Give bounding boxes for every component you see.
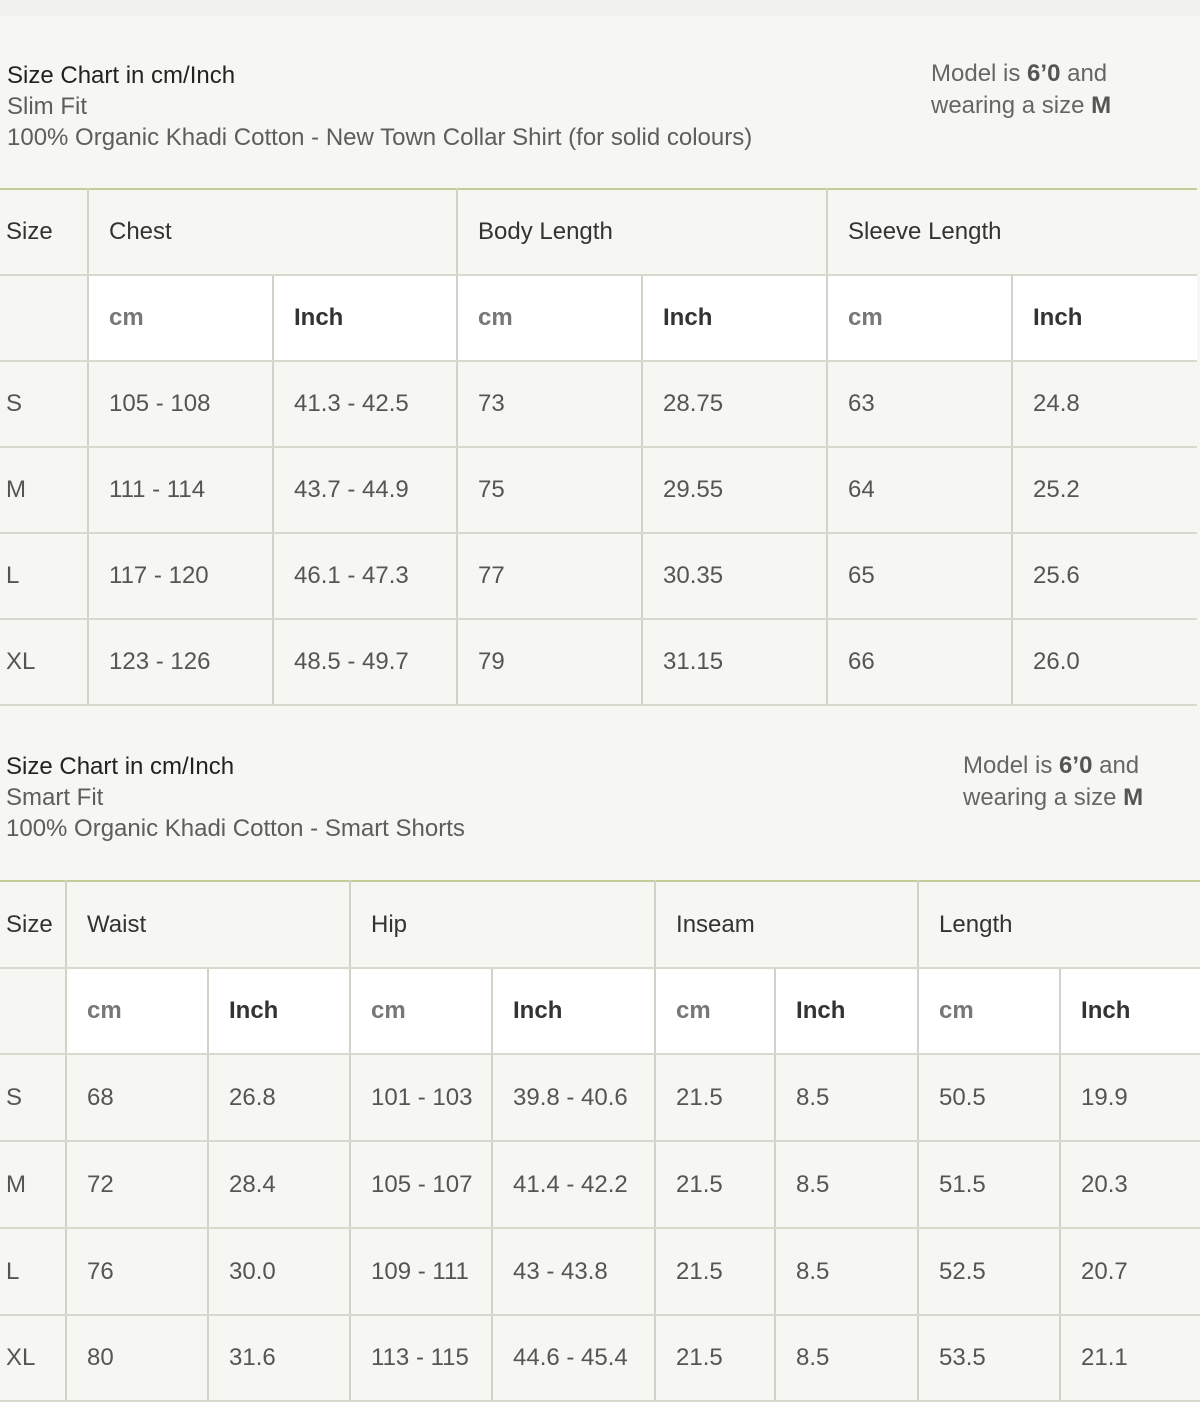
group-header-inseam: Inseam — [655, 881, 918, 968]
table-cell: 101 - 103 — [350, 1054, 492, 1141]
table-cell: 30.35 — [642, 533, 827, 619]
table-cell: 123 - 126 — [88, 619, 273, 705]
table-cell: 24.8 — [1012, 361, 1197, 447]
table-cell: 21.5 — [655, 1141, 775, 1228]
unit-header-row — [0, 968, 1200, 1054]
group-header-chest: Chest — [88, 189, 457, 275]
unit-header-cell: cm — [827, 275, 1012, 361]
table-cell: 20.7 — [1060, 1228, 1200, 1315]
table-cell: 117 - 120 — [88, 533, 273, 619]
table-cell: 28.4 — [208, 1141, 350, 1228]
unit-header-cell: Inch — [208, 968, 350, 1054]
table-cell: 8.5 — [775, 1141, 918, 1228]
size-cell: L — [0, 1228, 66, 1315]
table-cell: 30.0 — [208, 1228, 350, 1315]
size-cell: M — [0, 447, 88, 533]
table-cell: 26.0 — [1012, 619, 1197, 705]
table-row — [0, 447, 1197, 533]
shirt-chart-title: Size Chart in cm/Inch — [7, 62, 236, 89]
table-cell: 80 — [66, 1315, 208, 1401]
table-cell: 53.5 — [918, 1315, 1060, 1401]
size-header: Size — [0, 881, 66, 968]
table-cell: 48.5 - 49.7 — [273, 619, 457, 705]
size-cell: XL — [0, 1315, 66, 1401]
table-row — [0, 1054, 1200, 1141]
unit-header-cell: cm — [88, 275, 273, 361]
shorts-size-table — [0, 880, 1200, 1402]
table-row — [0, 1228, 1200, 1315]
table-cell: 31.6 — [208, 1315, 350, 1401]
table-cell: 29.55 — [642, 447, 827, 533]
unit-header-cell: Inch — [1060, 968, 1200, 1054]
group-header-hip: Hip — [350, 881, 655, 968]
unit-header-cell: cm — [350, 968, 492, 1054]
shorts-chart-title: Size Chart in cm/Inch — [6, 753, 235, 780]
table-cell: 105 - 107 — [350, 1141, 492, 1228]
size-cell: L — [0, 533, 88, 619]
table-row — [0, 1315, 1200, 1401]
table-cell: 77 — [457, 533, 642, 619]
table-cell: 64 — [827, 447, 1012, 533]
table-cell: 31.15 — [642, 619, 827, 705]
size-cell: M — [0, 1141, 66, 1228]
unit-header-cell: cm — [918, 968, 1060, 1054]
unit-header-cell: Inch — [1012, 275, 1197, 361]
table-cell: 25.2 — [1012, 447, 1197, 533]
unit-header-row — [0, 275, 1197, 361]
shorts-header — [6, 751, 465, 844]
table-row — [0, 361, 1197, 447]
size-cell: S — [0, 1054, 66, 1141]
unit-header-cell: cm — [66, 968, 208, 1054]
table-cell: 72 — [66, 1141, 208, 1228]
group-header-sleeve-length: Sleeve Length — [827, 189, 1197, 275]
table-cell: 109 - 111 — [350, 1228, 492, 1315]
group-header-row — [0, 189, 1197, 275]
unit-header-cell: Inch — [492, 968, 655, 1054]
shorts-fit: Smart Fit — [6, 784, 104, 811]
size-header: Size — [0, 189, 88, 275]
shorts-model-note: Model is 6’0 and wearing a size M — [963, 752, 1144, 811]
table-cell: 8.5 — [775, 1054, 918, 1141]
table-cell: 50.5 — [918, 1054, 1060, 1141]
table-cell: 113 - 115 — [350, 1315, 492, 1401]
top-band — [0, 0, 1200, 16]
unit-header-cell: cm — [457, 275, 642, 361]
group-header-row — [0, 881, 1200, 968]
table-cell: 41.3 - 42.5 — [273, 361, 457, 447]
table-cell: 21.1 — [1060, 1315, 1200, 1401]
table-cell: 39.8 - 40.6 — [492, 1054, 655, 1141]
group-header-waist: Waist — [66, 881, 350, 968]
table-cell: 41.4 - 42.2 — [492, 1141, 655, 1228]
table-cell: 76 — [66, 1228, 208, 1315]
table-cell: 46.1 - 47.3 — [273, 533, 457, 619]
table-row — [0, 619, 1197, 705]
table-cell: 52.5 — [918, 1228, 1060, 1315]
size-cell: XL — [0, 619, 88, 705]
shirt-header — [7, 60, 752, 153]
table-cell: 63 — [827, 361, 1012, 447]
group-header-body-length: Body Length — [457, 189, 827, 275]
table-cell: 28.75 — [642, 361, 827, 447]
table-cell: 8.5 — [775, 1315, 918, 1401]
table-cell: 73 — [457, 361, 642, 447]
shirt-fit: Slim Fit — [7, 93, 87, 120]
table-cell: 26.8 — [208, 1054, 350, 1141]
table-cell: 51.5 — [918, 1141, 1060, 1228]
table-cell: 25.6 — [1012, 533, 1197, 619]
unit-header-cell: Inch — [273, 275, 457, 361]
table-row — [0, 533, 1197, 619]
table-cell: 79 — [457, 619, 642, 705]
table-cell: 68 — [66, 1054, 208, 1141]
table-cell: 19.9 — [1060, 1054, 1200, 1141]
table-cell: 21.5 — [655, 1228, 775, 1315]
table-cell: 105 - 108 — [88, 361, 273, 447]
table-cell: 21.5 — [655, 1054, 775, 1141]
table-cell: 75 — [457, 447, 642, 533]
shirt-product-name: 100% Organic Khadi Cotton - New Town Collar Shirt (for solid colours) — [7, 124, 753, 151]
table-cell: 20.3 — [1060, 1141, 1200, 1228]
table-cell: 43.7 - 44.9 — [273, 447, 457, 533]
shorts-product-name: 100% Organic Khadi Cotton - Smart Shorts — [6, 815, 465, 842]
table-cell: 21.5 — [655, 1315, 775, 1401]
unit-header-cell: cm — [655, 968, 775, 1054]
unit-header-blank — [0, 275, 88, 361]
table-cell: 43 - 43.8 — [492, 1228, 655, 1315]
unit-header-cell: Inch — [775, 968, 918, 1054]
table-cell: 111 - 114 — [88, 447, 273, 533]
shirt-size-table — [0, 188, 1197, 706]
group-header-length: Length — [918, 881, 1200, 968]
unit-header-cell: Inch — [642, 275, 827, 361]
unit-header-blank — [0, 968, 66, 1054]
size-cell: S — [0, 361, 88, 447]
table-row — [0, 1141, 1200, 1228]
table-cell: 8.5 — [775, 1228, 918, 1315]
table-cell: 44.6 - 45.4 — [492, 1315, 655, 1401]
table-cell: 65 — [827, 533, 1012, 619]
table-cell: 66 — [827, 619, 1012, 705]
shirt-model-note: Model is 6’0 and wearing a size M — [931, 60, 1112, 119]
